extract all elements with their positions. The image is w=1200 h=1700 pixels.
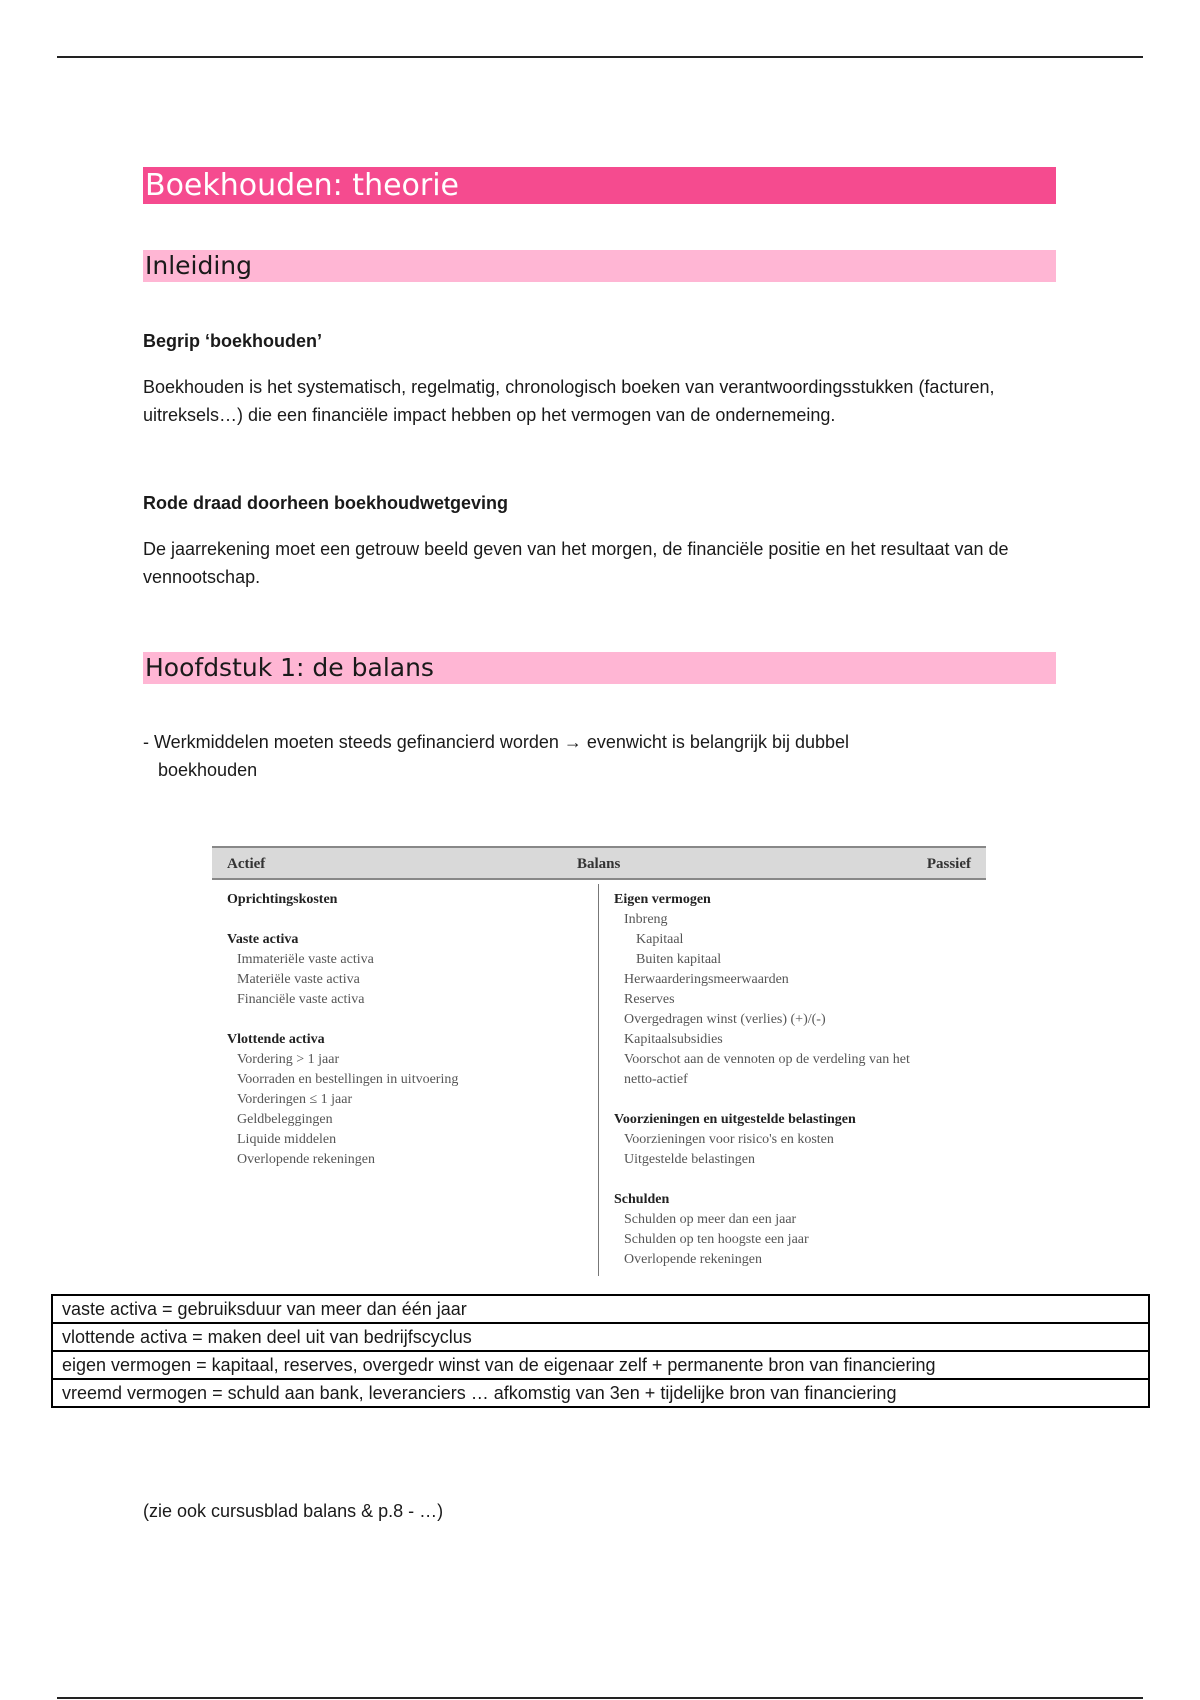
passief-voorzieningen-title: Voorzieningen en uitgestelde belastingen (614, 1112, 856, 1127)
list-item: Inbreng (624, 912, 668, 927)
list-item: Vorderingen ≤ 1 jaar (237, 1092, 353, 1107)
list-item: Geldbeleggingen (237, 1112, 333, 1127)
balance-head-passief: Passief (926, 856, 971, 872)
list-item: Immateriële vaste activa (237, 952, 374, 967)
actief-vaste-title: Vaste activa (227, 932, 299, 947)
paragraph-begrip: Boekhouden is het systematisch, regelmatig, chronologisch boeken van verantwoordingsstukken (facturen, uitreksels…) die een financiële impact hebben op het vermogen van de ondernemeing. (143, 377, 995, 425)
list-item: Schulden op ten hoogste een jaar (624, 1232, 809, 1247)
list-item: Financiële vaste activa (237, 992, 365, 1007)
list-item: Liquide middelen (237, 1132, 337, 1147)
reference-note: (zie ook cursusblad balans & p.8 - …) (143, 1501, 444, 1521)
definition-cell: eigen vermogen = kapitaal, reserves, overgedr winst van de eigenaar zelf + permanente bron van financiering (52, 1351, 1149, 1379)
definition-cell: vreemd vermogen = schuld aan bank, leveranciers … afkomstig van 3en + tijdelijke bron van financiering (52, 1379, 1149, 1407)
list-item: Overlopende rekeningen (624, 1252, 762, 1267)
list-item: Voorzieningen voor risico's en kosten (624, 1132, 834, 1147)
passief-column (614, 890, 910, 1270)
list-item: Voorraden en bestellingen in uitvoering (237, 1072, 459, 1087)
list-item: Herwaarderingsmeerwaarden (624, 972, 789, 987)
list-item: Reserves (624, 992, 675, 1007)
bullet-line-2: boekhouden (158, 760, 258, 780)
definition-cell: vaste activa = gebruiksduur van meer dan één jaar (52, 1295, 1149, 1323)
top-rule (57, 56, 1143, 58)
bullet-werkmiddelen (143, 728, 1003, 784)
table-row (52, 1295, 1149, 1323)
actief-oprichtingskosten: Oprichtingskosten (227, 892, 338, 907)
list-item: Overgedragen winst (verlies) (+)/(-) (624, 1012, 826, 1027)
list-item: Materiële vaste activa (237, 972, 360, 987)
heading-inleiding: Inleiding (143, 250, 1056, 282)
actief-vlottende-title: Vlottende activa (227, 1032, 325, 1047)
list-item: Schulden op meer dan een jaar (624, 1212, 797, 1227)
balance-head-balans: Balans (577, 856, 621, 872)
balance-divider (598, 884, 599, 1276)
bottom-rule (57, 1697, 1143, 1699)
table-row (52, 1323, 1149, 1351)
definitions-table (51, 1294, 1150, 1408)
list-item: netto-actief (624, 1072, 688, 1087)
balance-figure (212, 846, 986, 1276)
heading-hoofdstuk-1: Hoofdstuk 1: de balans (143, 652, 1056, 684)
document-title: Boekhouden: theorie (143, 167, 1056, 204)
list-item: Kapitaal (636, 932, 684, 947)
list-item: Kapitaalsubsidies (624, 1032, 723, 1047)
table-row (52, 1379, 1149, 1407)
list-item: Vordering > 1 jaar (237, 1052, 340, 1067)
paragraph-rode-draad: De jaarrekening moet een getrouw beeld geven van het morgen, de financiële positie en het resultaat van de vennootschap. (143, 539, 1009, 587)
passief-schulden-title: Schulden (614, 1192, 670, 1207)
actief-column (227, 890, 458, 1170)
list-item: Buiten kapitaal (636, 952, 722, 967)
definition-cell: vlottende activa = maken deel uit van bedrijfscyclus (52, 1323, 1149, 1351)
passief-eigen-title: Eigen vermogen (614, 892, 711, 907)
bullet-line-1: - Werkmiddelen moeten steeds gefinancierd worden → evenwicht is belangrijk bij dubbel (143, 732, 850, 752)
subheading-rode-draad: Rode draad doorheen boekhoudwetgeving (143, 493, 509, 513)
balance-head-actief: Actief (227, 856, 266, 872)
balance-header (212, 846, 986, 880)
list-item: Overlopende rekeningen (237, 1152, 375, 1167)
list-item: Uitgestelde belastingen (624, 1152, 756, 1167)
list-item: Voorschot aan de vennoten op de verdeling van het (624, 1052, 910, 1067)
table-row (52, 1351, 1149, 1379)
subheading-begrip: Begrip ‘boekhouden’ (143, 331, 323, 351)
